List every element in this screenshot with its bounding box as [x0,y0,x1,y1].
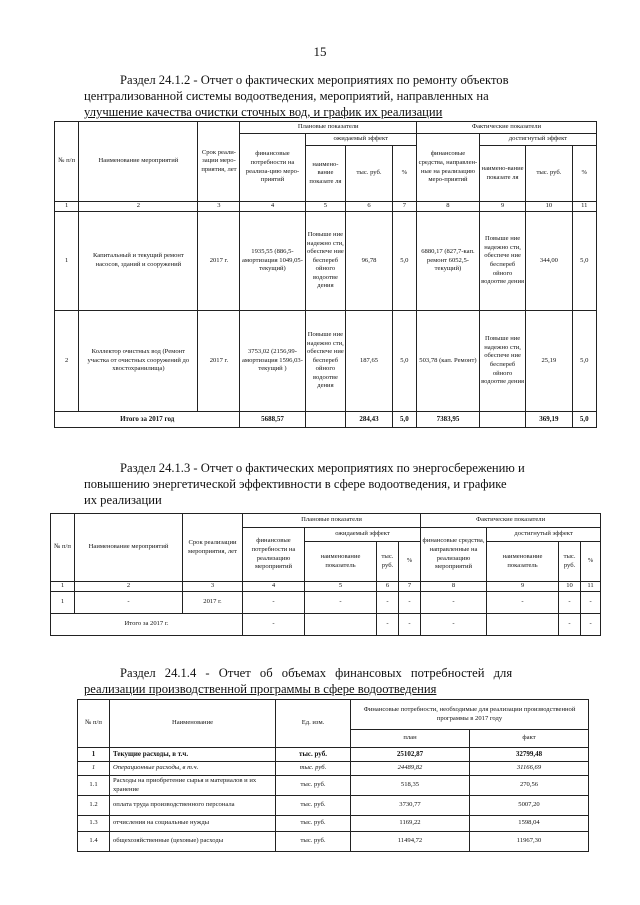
row-fin-need: 3753,02 (2156,99-амортизация 1596,03-текущий ) [240,311,305,412]
colnum: 11 [581,582,601,592]
row-unit: тыс. руб. [276,748,351,762]
colnum: 4 [240,202,305,212]
row-fin-spent: 503,78 (кап. Ремонт) [417,311,480,412]
table-row [78,796,589,816]
total-empty-cell [487,614,559,636]
table-row [55,311,597,412]
header-planned: Плановые показатели [243,514,421,528]
header-fin-spent: финансовые средства, направлен-ные на реализацию меро-приятий [417,134,480,202]
header-thous-rub: тыс. руб. [346,146,392,202]
row-num: 1 [51,592,75,614]
row-period: 2017 г. [183,592,243,614]
header-num: № п/п [51,514,75,582]
header-plan: план [351,730,470,748]
table-row [51,592,601,614]
table-row [78,776,589,796]
row-plan: 24489,82 [351,762,470,776]
repair-measures-table [54,121,597,428]
row-fact: 31166,69 [470,762,589,776]
total-pct: - [399,614,421,636]
section-3-title-line-1: Раздел 24.1.4 - Отчет об объемах финансовых потребностей для [120,666,513,680]
row-name: отчисления на социальные нужды [110,816,276,832]
total-fin-need: - [243,614,305,636]
row-name: оплата труда производственного персонала [110,796,276,816]
row-num: 1 [78,762,110,776]
table-row [78,816,589,832]
header-percent-2: % [581,542,601,582]
header-period: Срок реали-зации меро-приятия, лет [198,122,240,202]
header-num: № п/п [78,700,110,748]
total-rub: - [377,614,399,636]
total-row [55,412,597,428]
total-empty-cell [305,614,377,636]
colnum: 8 [417,202,480,212]
row-rub-2: 25,19 [526,311,572,412]
row-num: 1 [55,212,79,311]
row-unit: тыс. руб. [276,816,351,832]
row-fact: 32799,48 [470,748,589,762]
header-name: Наименование мероприятий [75,514,183,582]
header-achieved: достигнутый эффект [479,134,596,146]
header-eff-name: наименование показатель [305,542,377,582]
row-effect: Повыше ние надежно сти, обеспече ние беспереб ойного водоотве дения [305,311,346,412]
header-name: Наименование [110,700,276,748]
row-plan: 518,35 [351,776,470,796]
colnum: 1 [55,202,79,212]
row-fin-spent: - [421,592,487,614]
total-rub-2: - [559,614,581,636]
total-fin-need: 5688,57 [240,412,305,428]
header-fin-need: финансовые потребности на реализа-цию меро-приятий [240,134,305,202]
header-fin-spent: финансовые средства, направленные на реализацию мероприятий [421,528,487,582]
row-unit: тыс. руб. [276,832,351,852]
colnum: 6 [377,582,399,592]
row-num: 1.4 [78,832,110,852]
header-percent-2: % [572,146,596,202]
row-fin-need: 1935,55 (886,5-амортизация 1049,05-текущий) [240,212,305,311]
colnum: 2 [79,202,198,212]
row-plan: 3730,77 [351,796,470,816]
total-pct: 5,0 [392,412,416,428]
colnum: 3 [198,202,240,212]
row-name: общехозяйственные (цеховые) расходы [110,832,276,852]
section-1-title-line-2: централизованной системы водоотведения, мероприятий, направленных на [84,89,489,103]
total-rub-2: 369,19 [526,412,572,428]
row-plan: 1169,22 [351,816,470,832]
row-unit: тыс. руб. [276,796,351,816]
header-fin-need: финансовые потребности на реализацию мероприятий [243,528,305,582]
total-row [51,614,601,636]
header-name: Наименование мероприятий [79,122,198,202]
header-fact: факт [470,730,589,748]
row-name: Капитальный и текущий ремонт насосов, зданий и сооружений [79,212,198,311]
row-period: 2017 г. [198,212,240,311]
row-pct-2: 5,0 [572,212,596,311]
section-2-title-line-2: повышению энергетической эффективности в сфере водоотведения, и графике [84,477,507,491]
colnum: 5 [305,582,377,592]
financial-needs-table [77,699,589,852]
colnum: 3 [183,582,243,592]
column-number-row [51,582,601,592]
row-rub-2: - [559,592,581,614]
header-thous-rub-2: тыс. руб. [559,542,581,582]
row-unit: тыс. руб. [276,776,351,796]
row-rub-2: 344,00 [526,212,572,311]
row-num: 1.3 [78,816,110,832]
total-empty-cell [479,412,525,428]
row-pct: 5,0 [392,311,416,412]
row-plan: 25102,87 [351,748,470,762]
section-3-title [84,665,574,697]
header-actual: Фактические показатели [417,122,597,134]
colnum: 7 [392,202,416,212]
row-fin-spent: 6880,17 (827,7-кап. ремонт 6052,5-текущий) [417,212,480,311]
header-unit: Ед. изм. [276,700,351,748]
row-fact: 270,56 [470,776,589,796]
header-eff-name: наимено-вание показате ля [305,146,346,202]
row-period: 2017 г. [198,311,240,412]
header-actual: Фактические показатели [421,514,601,528]
header-period: Срок реализации мероприятия, лет [183,514,243,582]
row-effect: - [305,592,377,614]
row-achieved: Повыше ние надежно сти, обеспече ние беспереб ойного водоотве дения [479,311,525,412]
row-effect: Повыше ние надежно сти, обеспече ние беспереб ойного водоотве дения [305,212,346,311]
total-pct-2: 5,0 [572,412,596,428]
row-rub: 187,65 [346,311,392,412]
header-ach-name: наимено-вание показате ля [479,146,525,202]
section-1-title-line-1: Раздел 24.1.2 - Отчет о фактических мероприятиях по ремонту объектов [120,73,509,87]
header-ach-name: наименование показатель [487,542,559,582]
energy-saving-table [50,513,601,636]
row-rub: 96,78 [346,212,392,311]
colnum: 4 [243,582,305,592]
colnum: 10 [526,202,572,212]
section-2-title-line-3: их реализации [84,493,162,507]
section-3-title-line-2: реализации производственной программы в сфере водоотведения [84,682,437,696]
section-2-title-line-1: Раздел 24.1.3 - Отчет о фактических мероприятиях по энергосбережению и [120,461,525,475]
section-1-title-line-3: улучшение качества очистки сточных вод, и график их реализации [84,105,443,119]
table-row [55,212,597,311]
row-name: Операционные расходы, в т.ч. [110,762,276,776]
total-label: Итого за 2017 г. [51,614,243,636]
row-num: 1.2 [78,796,110,816]
colnum: 10 [559,582,581,592]
row-fact: 1598,04 [470,816,589,832]
header-thous-rub: тыс. руб. [377,542,399,582]
row-name: Коллектор очистных вод (Ремонт участка от очистных сооружений до хвостохранилища) [79,311,198,412]
header-num: № п/п [55,122,79,202]
colnum: 9 [487,582,559,592]
colnum: 11 [572,202,596,212]
row-fact: 5007,20 [470,796,589,816]
row-name: Расходы на приобретение сырья и материалов и их хранение [110,776,276,796]
row-unit: тыс. руб. [276,762,351,776]
row-plan: 11494,72 [351,832,470,852]
colnum: 5 [305,202,346,212]
colnum: 7 [399,582,421,592]
row-num: 2 [55,311,79,412]
row-pct: - [399,592,421,614]
total-empty-cell [305,412,346,428]
header-percent: % [392,146,416,202]
colnum: 8 [421,582,487,592]
row-pct: 5,0 [392,212,416,311]
table-row [78,832,589,852]
row-pct-2: 5,0 [572,311,596,412]
header-expected: ожидаемый эффект [305,528,421,542]
header-planned: Плановые показатели [240,122,417,134]
header-thous-rub-2: тыс. руб. [526,146,572,202]
colnum: 1 [51,582,75,592]
row-num: 1 [78,748,110,762]
header-achieved: достигнутый эффект [487,528,601,542]
section-2-title [84,460,574,508]
colnum: 9 [479,202,525,212]
row-name: Текущие расходы, в т.ч. [110,748,276,762]
column-number-row [55,202,597,212]
table-row [78,748,589,762]
row-rub: - [377,592,399,614]
total-fin-spent: - [421,614,487,636]
section-1-title [84,72,574,120]
total-rub: 284,43 [346,412,392,428]
row-name: - [75,592,183,614]
header-expected: ожидаемый эффект [305,134,416,146]
table-row [78,762,589,776]
row-pct-2: - [581,592,601,614]
colnum: 2 [75,582,183,592]
header-needs: Финансовые потребности, необходимые для реализации производственной программы в 2017 году [351,700,589,730]
row-achieved: Повыше ние надежно сти, обеспече ние беспереб ойного водоотве дения [479,212,525,311]
row-achieved: - [487,592,559,614]
row-num: 1.1 [78,776,110,796]
total-fin-spent: 7383,95 [417,412,480,428]
row-fact: 11967,30 [470,832,589,852]
header-percent: % [399,542,421,582]
total-label: Итого за 2017 год [55,412,240,428]
total-pct-2: - [581,614,601,636]
page-number: 15 [313,44,327,59]
row-fin-need: - [243,592,305,614]
colnum: 6 [346,202,392,212]
